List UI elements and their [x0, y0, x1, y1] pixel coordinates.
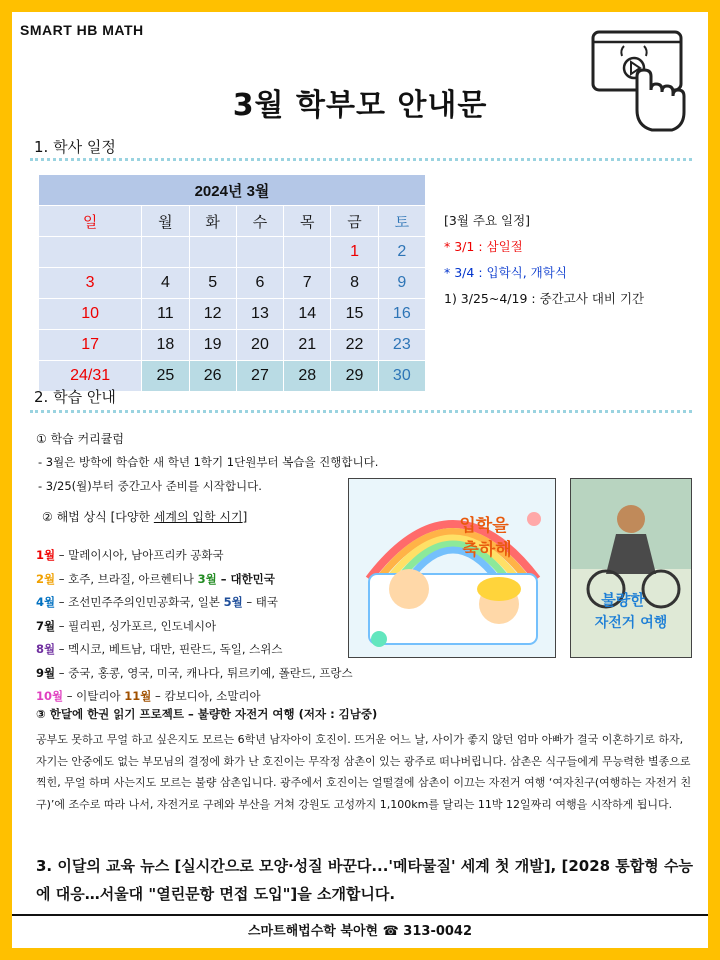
calendar-day: 4: [142, 268, 189, 299]
calendar-day: 16: [378, 299, 425, 330]
weekday-wed: 수: [236, 206, 283, 237]
footer-divider: [12, 914, 708, 916]
weekday-thu: 목: [284, 206, 331, 237]
trivia-countries: – 호주, 브라질, 아르헨티나: [55, 571, 198, 586]
calendar-day: 26: [189, 361, 236, 392]
book-title-line: 불량한: [601, 591, 645, 609]
calendar-day: 20: [236, 330, 283, 361]
trivia-countries: – 캄보디아, 소말리아: [151, 689, 261, 703]
dotted-divider: [30, 158, 692, 161]
calendar-day: 3: [39, 268, 142, 299]
calendar-day: 17: [39, 330, 142, 361]
trivia-line: [36, 638, 353, 662]
key-events-list: [444, 208, 644, 312]
month-label: 7월: [36, 618, 56, 633]
trivia-line: [36, 591, 353, 615]
trivia-countries: – 대한민국: [216, 571, 275, 586]
calendar-day: 2: [378, 237, 425, 268]
calendar-day: 9: [378, 268, 425, 299]
trivia-line: [36, 568, 353, 592]
event-item: * 3/1 : 삼일절: [444, 239, 523, 254]
trivia-line: [36, 544, 353, 568]
month-label: 4월: [36, 595, 56, 609]
curriculum-line: - 3월은 방학에 학습한 새 학년 1학기 1단원부터 복습을 진행합니다.: [38, 455, 379, 469]
calendar-day: [142, 237, 189, 268]
calendar-day: 21: [284, 330, 331, 361]
weekday-sun: 일: [39, 206, 142, 237]
curriculum-line: - 3/25(월)부터 중간고사 준비를 시작합니다.: [38, 479, 262, 493]
trivia-countries: – 멕시코, 베트남, 대만, 핀란드, 독일, 스위스: [55, 642, 283, 656]
calendar-week-row: [39, 237, 426, 268]
trivia-countries: – 이탈리아: [63, 689, 125, 703]
notice-page: [12, 12, 708, 948]
education-news: 3. 이달의 교육 뉴스 [실시간으로 모양·성질 바꾼다...'메타물질' 세계 첫 개발], [2028 통합형 수능에 대응…서울대 "열린문항 면접 도입"]을 소개합니다.: [36, 857, 693, 903]
month-label: 9월: [36, 665, 56, 680]
calendar-day: 22: [331, 330, 378, 361]
month-label: 1월: [36, 548, 56, 562]
trivia-countries: – 태국: [242, 595, 278, 609]
trivia-countries: – 말레이시아, 남아프리카 공화국: [55, 548, 224, 562]
calendar-day: 24/31: [39, 361, 142, 392]
calendar-day: 10: [39, 299, 142, 330]
trivia-list: [36, 544, 353, 709]
weekday-mon: 월: [142, 206, 189, 237]
calendar-day: 18: [142, 330, 189, 361]
trivia-heading-underline: 세계의 입학 시기: [153, 510, 243, 524]
footer-contact: 스마트해법수학 북아현 ☎ 313-0042: [247, 924, 473, 939]
calendar-day: 25: [142, 361, 189, 392]
calendar-day: 28: [284, 361, 331, 392]
month-label: 8월: [36, 642, 56, 656]
calendar-day: [189, 237, 236, 268]
book-title-line: 자전거 여행: [594, 615, 668, 631]
event-item: 1) 3/25~4/19 : 중간고사 대비 기간: [444, 291, 645, 306]
month-label: 10월: [36, 689, 64, 703]
trivia-heading: [42, 508, 247, 525]
calendar-day: 6: [236, 268, 283, 299]
events-heading: [3월 주요 일정]: [444, 213, 531, 228]
event-item: * 3/4 : 입학식, 개학식: [444, 265, 567, 280]
image-caption: 축하해: [462, 540, 512, 560]
trivia-line: [36, 662, 353, 686]
page-title: 3월 학부모 안내문: [232, 88, 488, 123]
book-cover-art: [571, 479, 692, 658]
trivia-countries: – 중국, 홍콩, 영국, 미국, 캐나다, 튀르키예, 폴란드, 프랑스: [55, 665, 353, 680]
calendar-day: 29: [331, 361, 378, 392]
calendar-day: 30: [378, 361, 425, 392]
trivia-countries: – 필리핀, 싱가포르, 인도네시아: [55, 618, 217, 633]
book-cover-image: [570, 478, 692, 658]
trivia-countries: – 조선민주주의인민공화국, 일본: [55, 595, 224, 609]
calendar-week-row: [39, 299, 426, 330]
brand-logo-text: SMART HB MATH: [20, 22, 144, 38]
calendar-day: 5: [189, 268, 236, 299]
calendar-day: 11: [142, 299, 189, 330]
celebration-image: [349, 479, 556, 658]
trivia-line: [36, 685, 353, 709]
image-caption: 입학을: [459, 516, 509, 536]
calendar-day: 12: [189, 299, 236, 330]
weekday-fri: 금: [331, 206, 378, 237]
calendar-day: [236, 237, 283, 268]
calendar-day: 15: [331, 299, 378, 330]
curriculum-heading: ① 학습 커리큘럼: [36, 432, 124, 446]
month-label: 5월: [223, 595, 243, 609]
calendar-day-holiday: 1: [331, 237, 378, 268]
calendar-day: [284, 237, 331, 268]
month-label: 3월: [197, 571, 217, 586]
dotted-divider: [30, 410, 692, 413]
calendar-day: 27: [236, 361, 283, 392]
calendar-day: 19: [189, 330, 236, 361]
congratulations-illustration: [348, 478, 556, 658]
reading-summary: 공부도 못하고 무얼 하고 싶은지도 모르는 6학년 남자아이 호진이. 뜨거운 어느 날, 사이가 좋지 않던 엄마 아빠가 결국 이혼하기로 하자, 자기는 안중에도 없는 부모님의 결정에 화가 난 호진이는 무작정 삼촌이 있는 광주로 떠나버립니다. 삼촌은 식구들에게 무능력한 별종으로 찍힌, 무얼 하며 사는지도 모르는 불량 삼촌입니다. 광주에서 호진이는 얼떨결에 삼촌이 이끄는 자전거 여행 ‘여자친구(여행하는 자전거 친구)’에 조수로 따라 나서, 자전거로 구례와 부산을 거쳐 강원도 고성까지 1,100km를 달리는 11박 12일짜리 여행을 시작하게 됩니다.: [36, 733, 692, 811]
weekday-sat: 토: [378, 206, 425, 237]
trivia-heading-prefix: ② 해법 상식 [다양한: [42, 510, 154, 524]
calendar-day: [39, 237, 142, 268]
calendar-day: 13: [236, 299, 283, 330]
calendar-weekday-row: [39, 206, 426, 237]
calendar-day: 14: [284, 299, 331, 330]
calendar-day: 7: [284, 268, 331, 299]
calendar-month-label: 2024년 3월: [39, 175, 426, 206]
calendar-day: 8: [331, 268, 378, 299]
calendar-week-row: [39, 330, 426, 361]
calendar-day: 23: [378, 330, 425, 361]
section-heading-schedule: 1. 학사 일정: [34, 138, 116, 156]
month-label: 11월: [124, 689, 152, 703]
trivia-line: [36, 615, 353, 639]
calendar-week-row: [39, 268, 426, 299]
weekday-tue: 화: [189, 206, 236, 237]
reading-heading: ③ 한달에 한권 읽기 프로젝트 – 불량한 자전거 여행 (저자 : 김남중): [36, 707, 378, 721]
calendar-table: [38, 174, 426, 392]
section-heading-study: 2. 학습 안내: [34, 388, 116, 406]
month-label: 2월: [36, 571, 56, 586]
trivia-heading-suffix: ]: [242, 510, 248, 524]
